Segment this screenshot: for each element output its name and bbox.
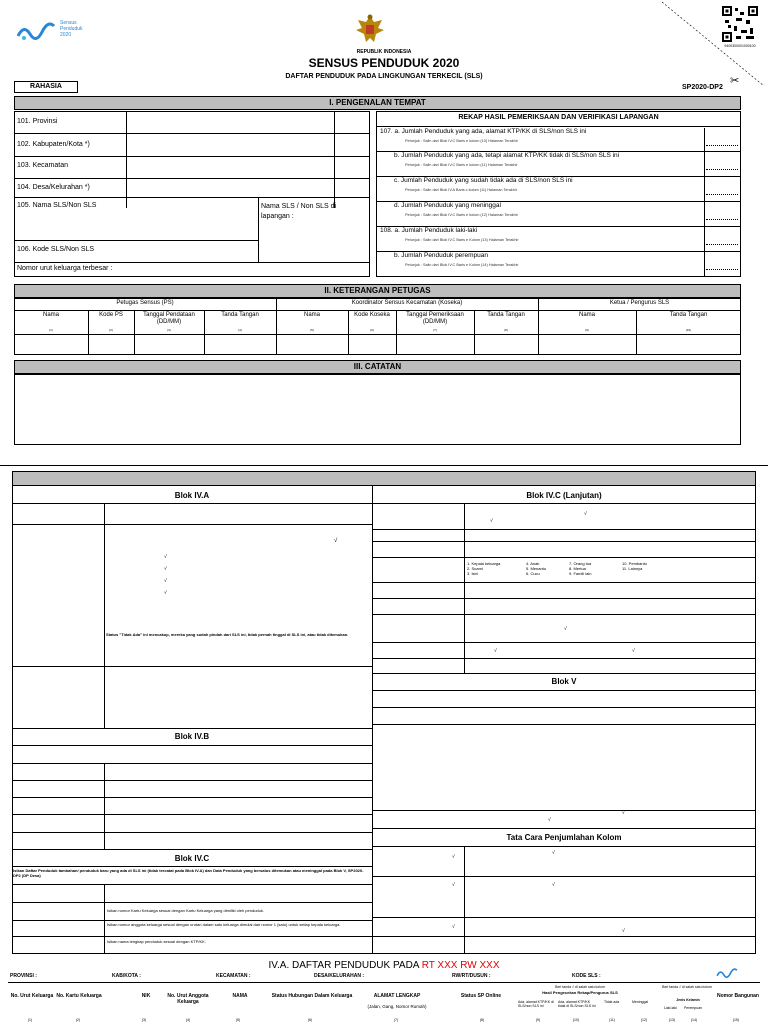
officer-col-header: Kode PS: [99, 312, 123, 318]
blok-iva-title: Blok IV.A: [174, 491, 210, 500]
dp-col-header: No. Kartu Keluarga: [56, 993, 102, 999]
rekap-answer-field[interactable]: [706, 269, 738, 270]
scissors-icon: ✂: [730, 75, 740, 87]
dp-col-number: (15): [732, 1018, 740, 1022]
dp-col-header: ALAMAT LENGKAP: [373, 993, 421, 999]
dp-col-number: (4): [185, 1018, 191, 1022]
officer-col-number: (3): [167, 328, 171, 332]
blok-v-title: Blok V: [551, 677, 577, 686]
officer-col-number: (10): [685, 328, 692, 332]
nama-lapangan-label: Nama SLS / Non SLS di lapangan :: [261, 203, 337, 220]
rekap-answer-field[interactable]: [706, 194, 738, 195]
officer-col-number: (4): [238, 328, 242, 332]
sensus-logo-small-icon: [716, 962, 760, 982]
hubungan-option: 11. Lainnya: [622, 566, 643, 571]
desa-label: 104. Desa/Kelurahan *): [17, 184, 90, 191]
field-kodesls: KODE SLS :: [572, 973, 601, 979]
hubungan-option: 1. Kepala keluarga: [467, 561, 501, 566]
check-mark: √: [164, 578, 167, 584]
check-mark: √: [490, 518, 493, 524]
dp-col-number: (7): [393, 1018, 399, 1022]
page-title: SENSUS PENDUDUK 2020: [308, 56, 460, 70]
check-mark: √: [164, 590, 167, 596]
cut-line: [658, 0, 768, 90]
dp-beri-tanda-2: Beri tanda √ di salah satu kolom: [662, 985, 712, 989]
page-3-title-main: IV.A. DAFTAR PENDUDUK PADA: [268, 960, 422, 971]
officer-group-label: Ketua / Pengurus SLS: [609, 300, 670, 306]
officer-input-cell[interactable]: [277, 335, 347, 354]
dp-col-number: (8): [479, 1018, 485, 1022]
field-kabkota: KAB/KOTA :: [112, 973, 141, 979]
officer-col-number: (5): [310, 328, 314, 332]
hubungan-option: 2. Suami: [467, 566, 483, 571]
officer-input-cell[interactable]: [135, 335, 203, 354]
check-mark: √: [494, 648, 497, 654]
page-2-gray-bar: [12, 471, 756, 486]
officer-col-header: Tanda Tangan: [221, 312, 259, 318]
officer-group-label: Koordinator Sensus Kecamatan (Koseka): [351, 300, 463, 306]
check-mark: √: [452, 854, 455, 860]
page-subtitle: DAFTAR PENDUDUK PADA LINGKUNGAN TERKECIL (SLS): [285, 73, 483, 80]
check-mark: √: [552, 882, 555, 888]
dp-jenis-kelamin: Jenis Kelamin: [676, 998, 700, 1002]
dp-col-number: (10): [572, 1018, 580, 1022]
officer-input-cell[interactable]: [475, 335, 537, 354]
check-mark: √: [548, 817, 551, 823]
block-ii-header: II. KETERANGAN PETUGAS: [14, 284, 741, 298]
dp-col-header: NIK: [141, 993, 151, 999]
officer-input-cell[interactable]: [539, 335, 635, 354]
check-mark: √: [622, 810, 625, 816]
kabupaten-label: 102. Kabupaten/Kota *): [17, 141, 90, 148]
rekap-answer-field[interactable]: [706, 244, 738, 245]
check-mark: √: [164, 554, 167, 560]
field-rwrt: RW/RT/DUSUN :: [452, 973, 491, 979]
officer-input-cell[interactable]: [15, 335, 87, 354]
provinsi-input[interactable]: [334, 111, 370, 133]
rekap-item-hint: Petunjuk : Salin dari Blok IV.C Baris e kolom (12) Halaman Terakhir: [405, 213, 518, 217]
blok-ivc-lanjut-title: Blok IV.C (Lanjutan): [526, 491, 602, 500]
dp-col-number: (9): [535, 1018, 541, 1022]
sensus-wave-icon: [16, 20, 56, 42]
kode-sls-label: 106. Kode SLS/Non SLS: [17, 246, 95, 253]
page-separator: [0, 465, 768, 466]
officer-col-header: Tanggal Pendataan (DD/MM): [143, 312, 195, 325]
dp-col-number: (3): [141, 1018, 147, 1022]
logo-line-3: 2020: [60, 32, 72, 38]
check-mark: √: [164, 566, 167, 572]
officer-input-cell[interactable]: [637, 335, 740, 354]
dp-col-number: (13): [668, 1018, 676, 1022]
hubungan-option: 10. Pembantu: [622, 561, 647, 566]
officer-col-number: (8): [504, 328, 508, 332]
blok-ivc-title: Blok IV.C: [174, 854, 210, 863]
officer-input-cell[interactable]: [89, 335, 133, 354]
rekap-item-label: 108. a. Jumlah Penduduk laki-laki: [380, 227, 478, 234]
dp-col-header: Nomor Bangunan: [717, 993, 759, 999]
dp-sub-col: Ada, alamat KTP/KK tidak di SLS/non SLS ini: [558, 1000, 596, 1008]
rekap-item-label: b. Jumlah Penduduk yang ada, tetapi alamat KTP/KK tidak di SLS/non SLS ini: [394, 152, 620, 159]
dp-col-header: Status Hubungan Dalam Keluarga: [271, 993, 353, 999]
dp-col-number: (14): [690, 1018, 698, 1022]
rekap-answer-field[interactable]: [706, 219, 738, 220]
dp-sub-col: Meninggal: [632, 1000, 649, 1004]
nomor-urut-label: Nomor urut keluarga terbesar :: [17, 265, 113, 272]
form-code: SP2020-DP2: [682, 84, 723, 91]
officer-col-header: Nama: [578, 312, 595, 318]
check-mark: √: [334, 538, 338, 544]
dp-rekap-hdr: Hasil Pengecekan Rekap/Pengurus SLS: [542, 990, 618, 995]
dp-col-number: (12): [640, 1018, 648, 1022]
check-mark: √: [452, 924, 455, 930]
rekap-item-hint: Petunjuk : Salin dari Blok IV.C Baris e Kolom (13) Halaman Terakhir: [405, 238, 519, 242]
officer-input-cell[interactable]: [205, 335, 275, 354]
dp-col-header: Status SP Online: [460, 993, 502, 999]
officer-group-label: Petugas Sensus (PS): [116, 300, 174, 306]
tata-cara-title: Tata Cara Penjumlahan Kolom: [506, 833, 622, 842]
officer-input-cell[interactable]: [349, 335, 395, 354]
officer-col-header: Tanda Tangan: [487, 312, 525, 318]
check-mark: √: [552, 850, 555, 856]
ivc-row-2: Isikan nomor anggota keluarga sesuai dengan urutan dalam satu keluarga dimulai dari nomor 1 (satu) untuk setiap kepala keluarga.: [107, 922, 341, 927]
check-mark: √: [632, 648, 635, 654]
dp-perempuan: Perempuan: [684, 1006, 703, 1010]
field-provinsi: PROVINSI :: [10, 973, 37, 979]
block-i-header: I. PENGENALAN TEMPAT: [14, 96, 741, 110]
dp-col-number: (5): [235, 1018, 241, 1022]
rekap-item-label: d. Jumlah Penduduk yang meninggal: [394, 202, 501, 209]
officer-col-number: (1): [49, 328, 53, 332]
officer-col-header: Nama: [303, 312, 320, 318]
kecamatan-label: 103. Kecamatan: [17, 162, 68, 169]
rekap-item-hint: Petunjuk : Salin dari Blok IV.C Baris e kolom (10) Halaman Terakhir: [405, 139, 518, 143]
check-mark: √: [622, 928, 625, 934]
officer-col-number: (2): [109, 328, 113, 332]
provinsi-label: 101. Provinsi: [17, 118, 58, 125]
officer-col-header: Nama: [42, 312, 59, 318]
hubungan-option: 9. Famili lain: [569, 571, 592, 576]
dp-sub-col: Tidak ada: [604, 1000, 620, 1004]
dp-col-number: (2): [75, 1018, 81, 1022]
hubungan-option: 5. Menantu: [526, 566, 547, 571]
blok-ivb-title: Blok IV.B: [174, 732, 210, 741]
dp-col-header: No. Urut Keluarga: [10, 993, 54, 999]
rekap-item-label: c. Jumlah Penduduk yang sudah tidak ada di SLS/non SLS ini: [394, 177, 573, 184]
dp-col-sub: (Jalan, Gang, Nomor Rumah): [367, 1004, 427, 1009]
rekap-item-hint: Petunjuk : Salin dari Blok IV.A Baris c kolom (11) Halaman Terakhir: [405, 188, 517, 192]
logo-line-1: Sensus: [60, 20, 77, 26]
ivc-row-1: Isikan nomor Kartu Keluarga sesuai dengan Kartu Keluarga yang dimiliki oleh penduduk.: [107, 908, 264, 913]
garuda-emblem-icon: [354, 12, 386, 48]
hubungan-option: 7. Orang tua: [569, 561, 592, 566]
officer-col-header: Tanda Tangan: [669, 312, 708, 318]
republik-label: REPUBLIK INDONESIA: [356, 49, 412, 55]
dp-sub-col: Ada, alamat KTP/KK di SLS/non SLS ini: [518, 1000, 554, 1008]
page-3-title-rt: RT XXX RW XXX: [421, 960, 500, 971]
rekap-answer-field[interactable]: [706, 169, 738, 170]
dp-col-number: (6): [307, 1018, 313, 1022]
officer-col-header: Kode Koseka: [354, 312, 390, 318]
check-mark: √: [564, 626, 567, 632]
officer-col-number: (6): [370, 328, 374, 332]
hubungan-option: 3. Istri: [467, 571, 478, 576]
officer-col-number: (7): [433, 328, 437, 332]
field-desa: DESA/KELURAHAN :: [314, 973, 364, 979]
rahasia-label: RAHASIA: [14, 81, 78, 93]
hubungan-option: 6. Cucu: [526, 571, 540, 576]
block-iii-header: III. CATATAN: [14, 360, 741, 374]
logo-line-2: Penduduk: [60, 26, 83, 32]
check-mark: √: [584, 511, 587, 517]
dp-col-header: NAMA: [232, 993, 248, 999]
officer-col-header: Tanggal Pemeriksaan (DD/MM): [406, 312, 464, 325]
dp-col-number: (11): [609, 1018, 615, 1022]
page-3-title: [200, 960, 568, 971]
dp-laki: Laki-laki: [664, 1006, 677, 1010]
rekap-answer-field[interactable]: [706, 145, 738, 146]
sensus-logo: [14, 14, 90, 46]
dp-col-header: No. Urut Anggota Keluarga: [167, 993, 209, 1005]
nama-sls-label: 105. Nama SLS/Non SLS: [17, 202, 97, 209]
hubungan-option: 4. Anak: [526, 561, 540, 566]
catatan-area[interactable]: [14, 374, 741, 445]
ivc-row-3: Isikan nama lengkap penduduk sesuai dengan KTP/KK.: [107, 939, 206, 944]
field-kecamatan: KECAMATAN :: [216, 973, 251, 979]
rekap-item-label: 107. a. Jumlah Penduduk yang ada, alamat KTP/KK di SLS/non SLS ini: [380, 128, 587, 135]
barcode-number: 9400300001000100: [724, 44, 756, 48]
officer-input-cell[interactable]: [397, 335, 473, 354]
rekap-item-label: b. Jumlah Penduduk perempuan: [394, 252, 488, 259]
check-mark: √: [452, 882, 455, 888]
dp-col-number: (1): [27, 1018, 33, 1022]
rekap-title: REKAP HASIL PEMERIKSAAN DAN VERIFIKASI LAPANGAN: [458, 114, 659, 121]
rekap-answer-divider: [704, 128, 705, 277]
ivc-note: Isikan Daftar Penduduk tambahan/ penduduk baru yang ada di SLS ini (tidak tercatat pada Blok IV.A) dan Data Penduduk yang bersatus ditemukan atau meninggal pada Blok V, SP2020-DP2 (DP Desa): [13, 868, 364, 878]
officer-col-number: (9): [585, 328, 589, 332]
status-note: Status "Tidak Ada" ini mencakup, mereka yang sudah pindah dari SLS ini, tidak pernah tinggal di SLS ini, atau tidak ditemukan.: [106, 632, 349, 637]
rekap-item-hint: Petunjuk : Salin dari Blok IV.C Baris e Kolom (14) Halaman Terakhir: [405, 263, 519, 267]
hubungan-option: 8. Mertua: [569, 566, 586, 571]
dp-beri-tanda: Beri tanda √ di salah satu kolom: [555, 985, 605, 989]
rekap-item-hint: Petunjuk : Salin dari Blok IV.C Baris e kolom (11) Halaman Terakhir: [405, 163, 518, 167]
